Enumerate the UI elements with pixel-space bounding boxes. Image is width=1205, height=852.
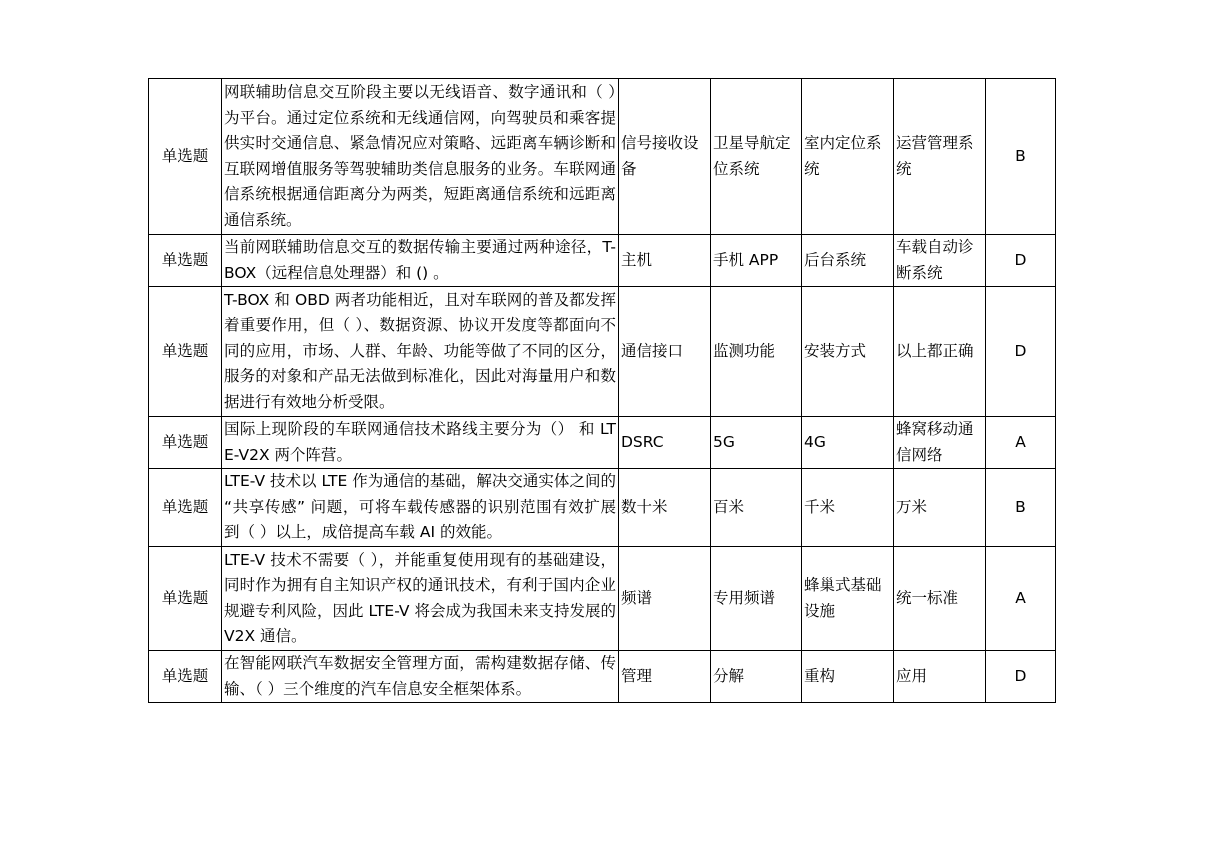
- question-stem-cell: LTE-V 技术不需要（ ），并能重复使用现有的基础建设，同时作为拥有自主知识产权的通讯技术，有利于国内企业规避专利风险，因此 LTE-V 将会成为我国未来支持发展的 V2X 通信。: [222, 547, 619, 651]
- option-d-cell: 蜂窝移动通信网络: [894, 417, 986, 469]
- option-c-cell: 安装方式: [802, 287, 894, 417]
- question-row: [149, 417, 1056, 469]
- option-d-cell: 万米: [894, 469, 986, 547]
- question-type-cell: 单选题: [149, 417, 222, 469]
- answer-cell: B: [986, 79, 1056, 235]
- question-stem-cell: T-BOX 和 OBD 两者功能相近，且对车联网的普及都发挥着重要作用，但（ ）、数据资源、协议开发度等都面向不同的应用，市场、人群、年龄、功能等做了不同的区分，服务的对象和产品无法做到标准化，因此对海量用户和数据进行有效地分析受限。: [222, 287, 619, 417]
- question-row: [149, 469, 1056, 547]
- question-type-cell: 单选题: [149, 287, 222, 417]
- question-type-cell: 单选题: [149, 79, 222, 235]
- option-d-cell: 以上都正确: [894, 287, 986, 417]
- option-c-cell: 室内定位系统: [802, 79, 894, 235]
- answer-cell: B: [986, 469, 1056, 547]
- option-c-cell: 蜂巢式基础设施: [802, 547, 894, 651]
- option-b-cell: 专用频谱: [711, 547, 802, 651]
- question-stem-cell: 当前网联辅助信息交互的数据传输主要通过两种途径，T-BOX（远程信息处理器）和 () 。: [222, 235, 619, 287]
- question-type-cell: 单选题: [149, 469, 222, 547]
- option-a-cell: 信号接收设备: [619, 79, 711, 235]
- question-type-cell: 单选题: [149, 235, 222, 287]
- option-a-cell: 管理: [619, 651, 711, 703]
- option-b-cell: 监测功能: [711, 287, 802, 417]
- option-d-cell: 应用: [894, 651, 986, 703]
- option-c-cell: 后台系统: [802, 235, 894, 287]
- question-stem-cell: 网联辅助信息交互阶段主要以无线语音、数字通讯和（ ）为平台。通过定位系统和无线通信网，向驾驶员和乘客提供实时交通信息、紧急情况应对策略、远距离车辆诊断和互联网增值服务等驾驶辅助类信息服务的业务。车联网通信系统根据通信距离分为两类，短距离通信系统和远距离通信系统。: [222, 79, 619, 235]
- question-row: [149, 79, 1056, 235]
- option-c-cell: 重构: [802, 651, 894, 703]
- question-stem-cell: 国际上现阶段的车联网通信技术路线主要分为（） 和 LTE-V2X 两个阵营。: [222, 417, 619, 469]
- question-type-cell: 单选题: [149, 547, 222, 651]
- option-c-cell: 千米: [802, 469, 894, 547]
- question-stem-cell: 在智能网联汽车数据安全管理方面，需构建数据存储、传输、（ ）三个维度的汽车信息安全框架体系。: [222, 651, 619, 703]
- option-c-cell: 4G: [802, 417, 894, 469]
- option-d-cell: 车载自动诊断系统: [894, 235, 986, 287]
- question-row: [149, 651, 1056, 703]
- question-table: [148, 78, 1056, 703]
- question-row: [149, 287, 1056, 417]
- option-b-cell: 分解: [711, 651, 802, 703]
- answer-cell: D: [986, 651, 1056, 703]
- question-row: [149, 547, 1056, 651]
- answer-cell: D: [986, 287, 1056, 417]
- option-b-cell: 卫星导航定位系统: [711, 79, 802, 235]
- option-b-cell: 5G: [711, 417, 802, 469]
- option-d-cell: 统一标准: [894, 547, 986, 651]
- option-b-cell: 手机 APP: [711, 235, 802, 287]
- option-a-cell: 通信接口: [619, 287, 711, 417]
- option-b-cell: 百米: [711, 469, 802, 547]
- question-stem-cell: LTE-V 技术以 LTE 作为通信的基础，解决交通实体之间的 “共享传感” 问题，可将车载传感器的识别范围有效扩展到（ ）以上，成倍提高车载 AI 的效能。: [222, 469, 619, 547]
- answer-cell: A: [986, 547, 1056, 651]
- question-table-body: [149, 79, 1056, 703]
- question-type-cell: 单选题: [149, 651, 222, 703]
- option-a-cell: DSRC: [619, 417, 711, 469]
- answer-cell: D: [986, 235, 1056, 287]
- question-row: [149, 235, 1056, 287]
- option-d-cell: 运营管理系统: [894, 79, 986, 235]
- option-a-cell: 频谱: [619, 547, 711, 651]
- option-a-cell: 数十米: [619, 469, 711, 547]
- option-a-cell: 主机: [619, 235, 711, 287]
- answer-cell: A: [986, 417, 1056, 469]
